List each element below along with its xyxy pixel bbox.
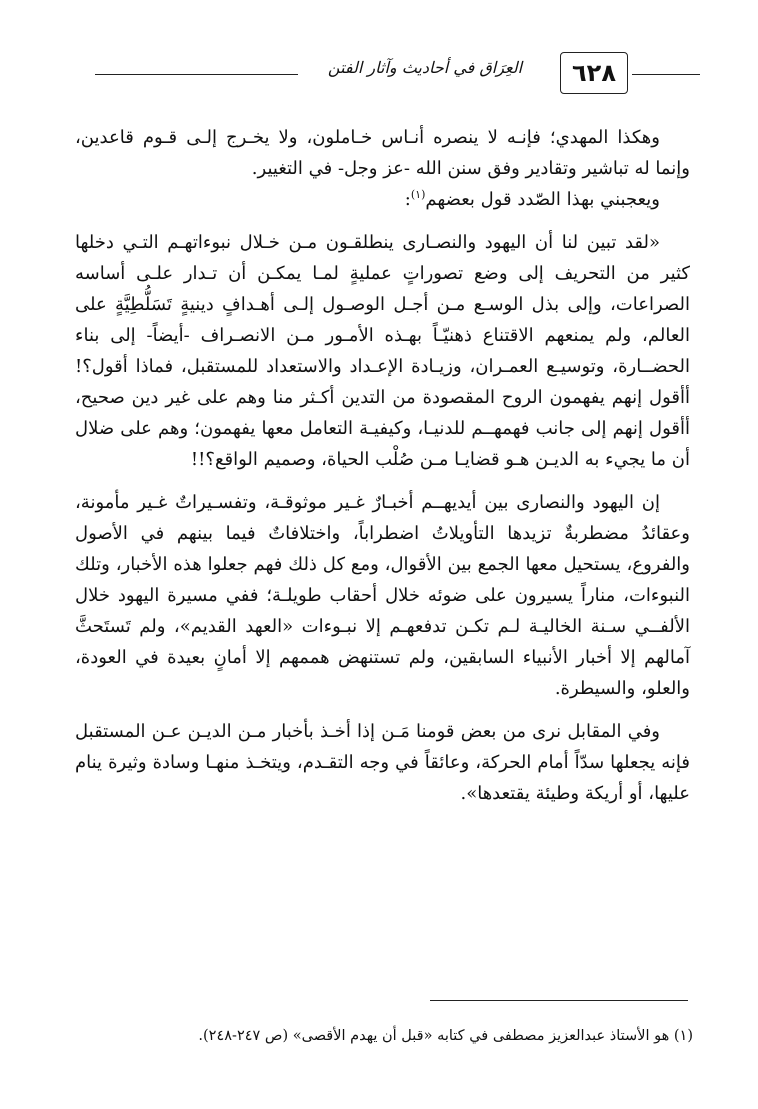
footnote-reference: (١)	[410, 188, 426, 201]
body-text	[75, 122, 690, 809]
header-rule-right	[632, 74, 700, 75]
paragraph-2-colon: :	[404, 189, 411, 210]
quote-paragraph: «لقد تبين لنا أن اليهود والنصـارى ينطلقـون مـن خـلال نبوءاتهـم التـي دخلها كثير من التحريف إلى وضع تصوراتٍ عمليةٍ لمـا يمكـن أن تـدار علـى أساسه الصراعات، وإلى بذل الوسـع مـن أجـل الوصـول إلـى أهـدافٍ دينيةٍ تَسَلُّطِيَّةٍ على العالم، ولم يمنعهم الاقتناع ذهنيّـاً بهـذه الأمـور مـن الانصـراف -أيضاً- إلى بناء الحضــارة، وتوسيـع العمـران، وزيـادة الإعـداد والاستعداد للمستقبل، فماذا أقول؟! أأقول إنهم يفهمون الروح المقصودة من التدين أكـثر منا وهم على غير دين صحيح، أأقول إنهم إلى جانب فهمهــم للدنيـا، وكيفيـة التعامل معها يفهمون؛ وهم على ضلال أن ما يجيء به الديـن هـو قضايـا مـن صُلْب الحياة، وصميم الواقع؟!!	[75, 232, 690, 470]
footnote: (١) هو الأستاذ عبدالعزيز مصطفى في كتابه «قبل أن يهدم الأقصى» (ص ٢٤٧-٢٤٨).	[198, 1028, 693, 1044]
paragraph-1: وهكذا المهدي؛ فإنـه لا ينصره أنـاس خـاملون، ولا يخـرج إلـى قـوم قاعدين، وإنما له تباشير وتقادير وفق سنن الله -عز وجل- في التغيير.	[75, 127, 690, 179]
page-number-box: ٦٢٨	[560, 52, 628, 94]
header-rule-left	[95, 74, 298, 75]
paragraph-2-text: ويعجبني بهذا الصّدد قول بعضهم	[425, 189, 660, 210]
paragraph-2	[75, 184, 690, 215]
running-title: العِرَاق في أحاديث وآثار الفتن	[327, 58, 523, 77]
footnote-separator	[430, 1000, 688, 1001]
paragraph-3: إن اليهود والنصارى بين أيديهــم أخبـارٌ غـير موثوقـة، وتفسـيراتٌ غـير مأمونة، وعقائدُ مضطربةٌ تزيدها التأويلاتُ اضطراباً، واختلافاتٌ فيما بينهم في الأصول والفروع، يستحيل معها الجمع بين الأقوال، ومع كل ذلك فهم جعلوا هذه الأخبار، وتلك النبوءات، مناراً يسيرون على ضوئه خلال أحقاب طويلـة؛ ففي مسيرة اليهود خلال الألفــي سـنة الخاليـة لـم تكـن تدفعهـم إلا نبـوءات «العهد القديم»، ولم تَستَحثَّ آمالهم إلا أخبار الأنبياء السابقين، ولم تستنهض هممهم إلا أمانٍ بعيدة في العودة، والعلو، والسيطرة.	[75, 492, 690, 699]
paragraph-4: وفي المقابل نرى من بعض قومنا مَـن إذا أخـذ بأخبار مـن الديـن عـن المستقبل فإنه يجعلها سدّاً أمام الحركة، وعائقاً في وجه التقـدم، ويتخـذ منهـا وسادة وثيرة ينام عليها، أو أريكة وطيئة يقتعدها».	[75, 721, 690, 804]
